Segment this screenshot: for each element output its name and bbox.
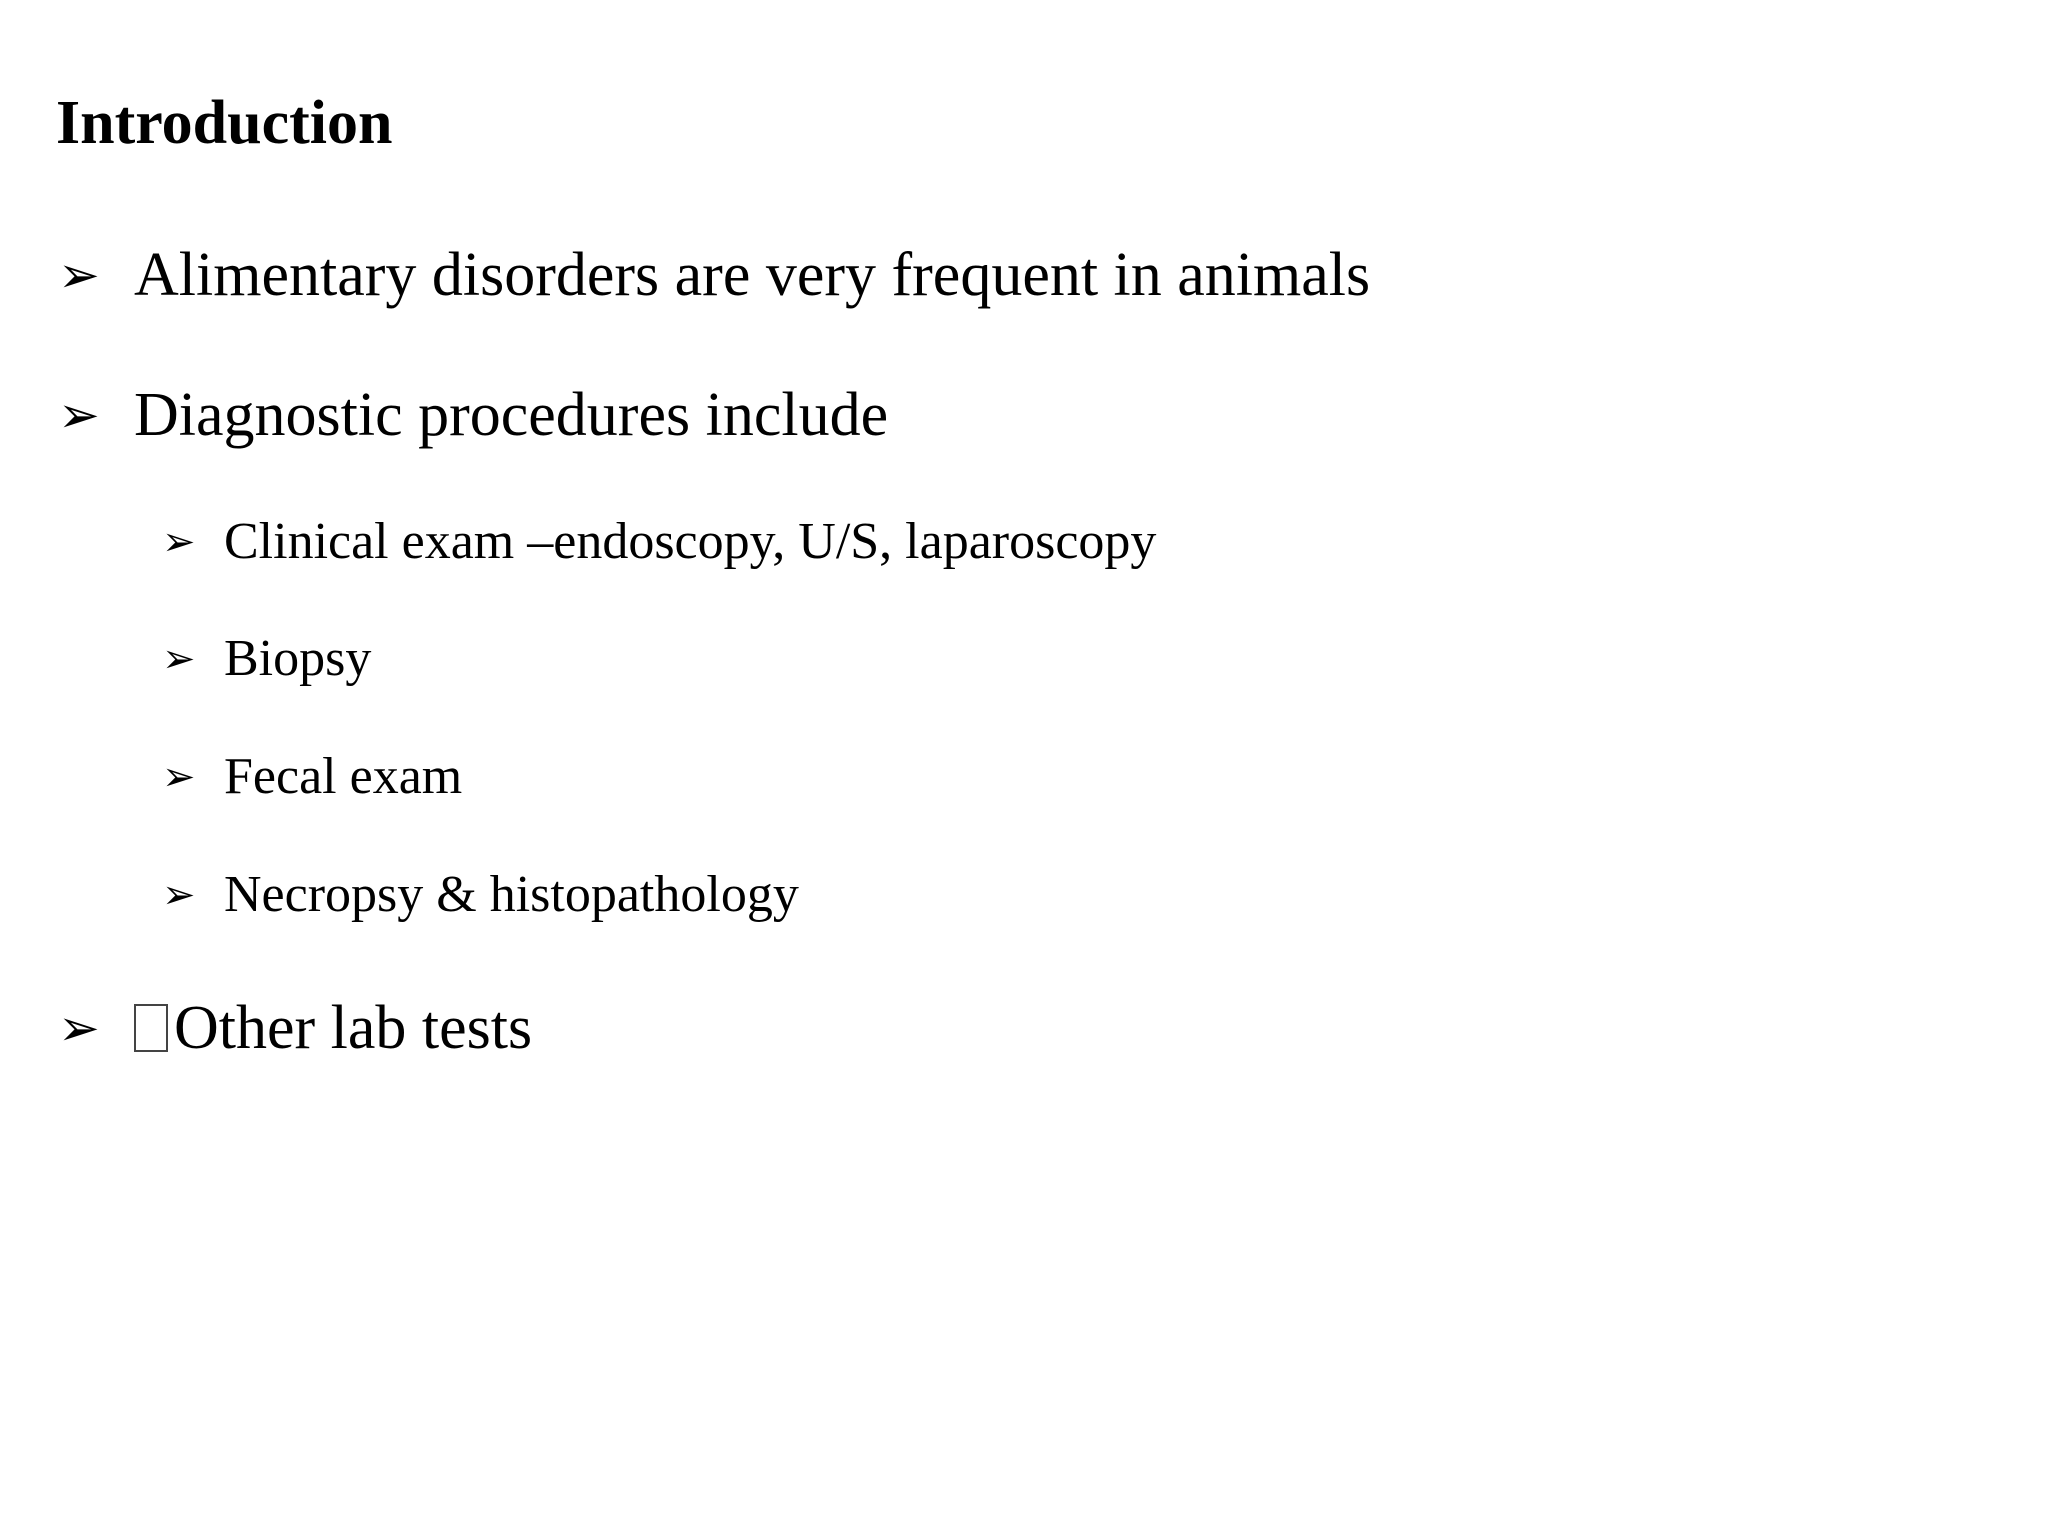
arrowhead-bullet-icon: ➢ [162, 872, 196, 917]
bullet-item [58, 381, 889, 449]
arrowhead-bullet-icon: ➢ [58, 1000, 100, 1056]
slide-title: Introduction [56, 89, 393, 157]
sub-bullet-text: Biopsy [224, 630, 372, 687]
sub-bullet-text: Fecal exam [224, 748, 463, 805]
missing-glyph-box-icon [134, 1004, 168, 1052]
sub-bullet-text: Necropsy & histopathology [224, 866, 799, 923]
arrowhead-bullet-icon: ➢ [162, 636, 196, 681]
bullet-text: Diagnostic procedures include [134, 381, 889, 449]
arrowhead-bullet-icon: ➢ [162, 519, 196, 564]
sub-bullet-item [162, 630, 372, 687]
arrowhead-bullet-icon: ➢ [162, 754, 196, 799]
sub-bullet-item [162, 513, 1157, 570]
sub-bullet-text: Clinical exam –endoscopy, U/S, laparoscopy [224, 513, 1157, 570]
arrowhead-bullet-icon: ➢ [58, 387, 100, 443]
sub-bullet-item [162, 866, 799, 923]
arrowhead-bullet-icon: ➢ [58, 247, 100, 303]
sub-bullet-item [162, 748, 463, 805]
bullet-item [58, 994, 533, 1062]
bullet-text: Other lab tests [174, 994, 533, 1062]
bullet-text: Alimentary disorders are very frequent in animals [134, 241, 1371, 309]
bullet-item [58, 241, 1371, 309]
